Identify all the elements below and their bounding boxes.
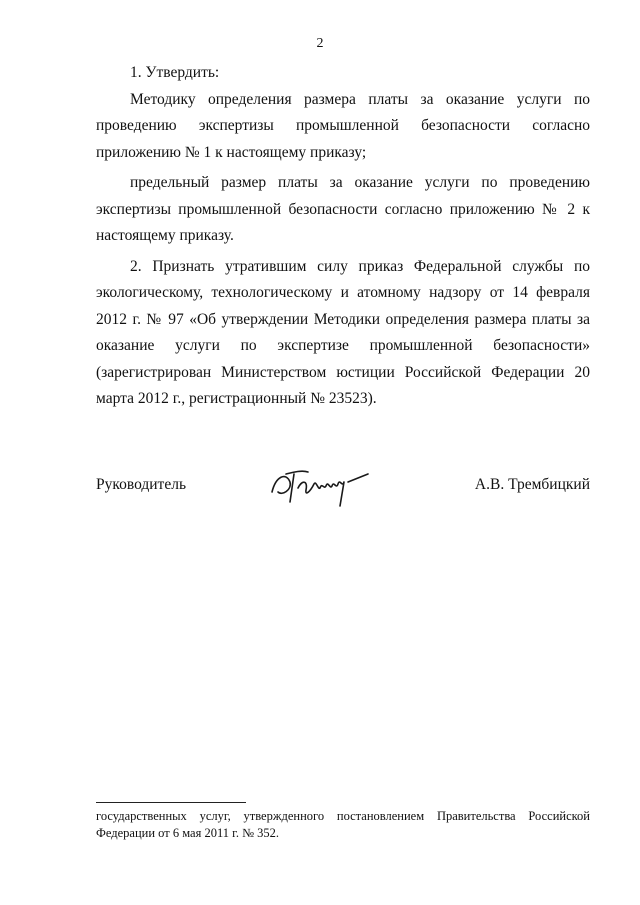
page-number: 2	[316, 36, 324, 51]
signer-title: Руководитель	[96, 476, 187, 493]
item-1-heading: 1. Утвердить:	[130, 64, 220, 81]
footnote	[96, 808, 590, 842]
item-2-paragraph: 2. Признать утратившим силу приказ Федеральной службы по экологическому, технологическому и атомному надзору от 14 февраля 2012 г. № 97 «Об утверждении Методики определения размера платы за оказание услуги по экспертизе промышленной безопасности» (зарегистрирован Министерством юстиции Российской Федерации 20 марта 2012 г., регистрационный № 23523).	[96, 257, 590, 407]
document-body	[96, 60, 590, 413]
footnote-text: государственных услуг, утвержденного постановлением Правительства Российской Федерации от 6 мая 2011 г. № 352.	[96, 809, 590, 840]
handwritten-signature-icon	[264, 462, 374, 512]
footnote-divider	[96, 802, 246, 803]
signature-block	[96, 462, 590, 522]
signer-name: А.В. Трембицкий	[474, 476, 590, 493]
item-1-paragraph-2: предельный размер платы за оказание услуги по проведению экспертизы промышленной безопасности согласно приложению № 2 к настоящему приказу.	[96, 174, 590, 244]
item-1-paragraph-1: Методику определения размера платы за оказание услуги по проведению экспертизы промышленной безопасности согласно приложению № 1 к настоящему приказу;	[96, 90, 590, 161]
